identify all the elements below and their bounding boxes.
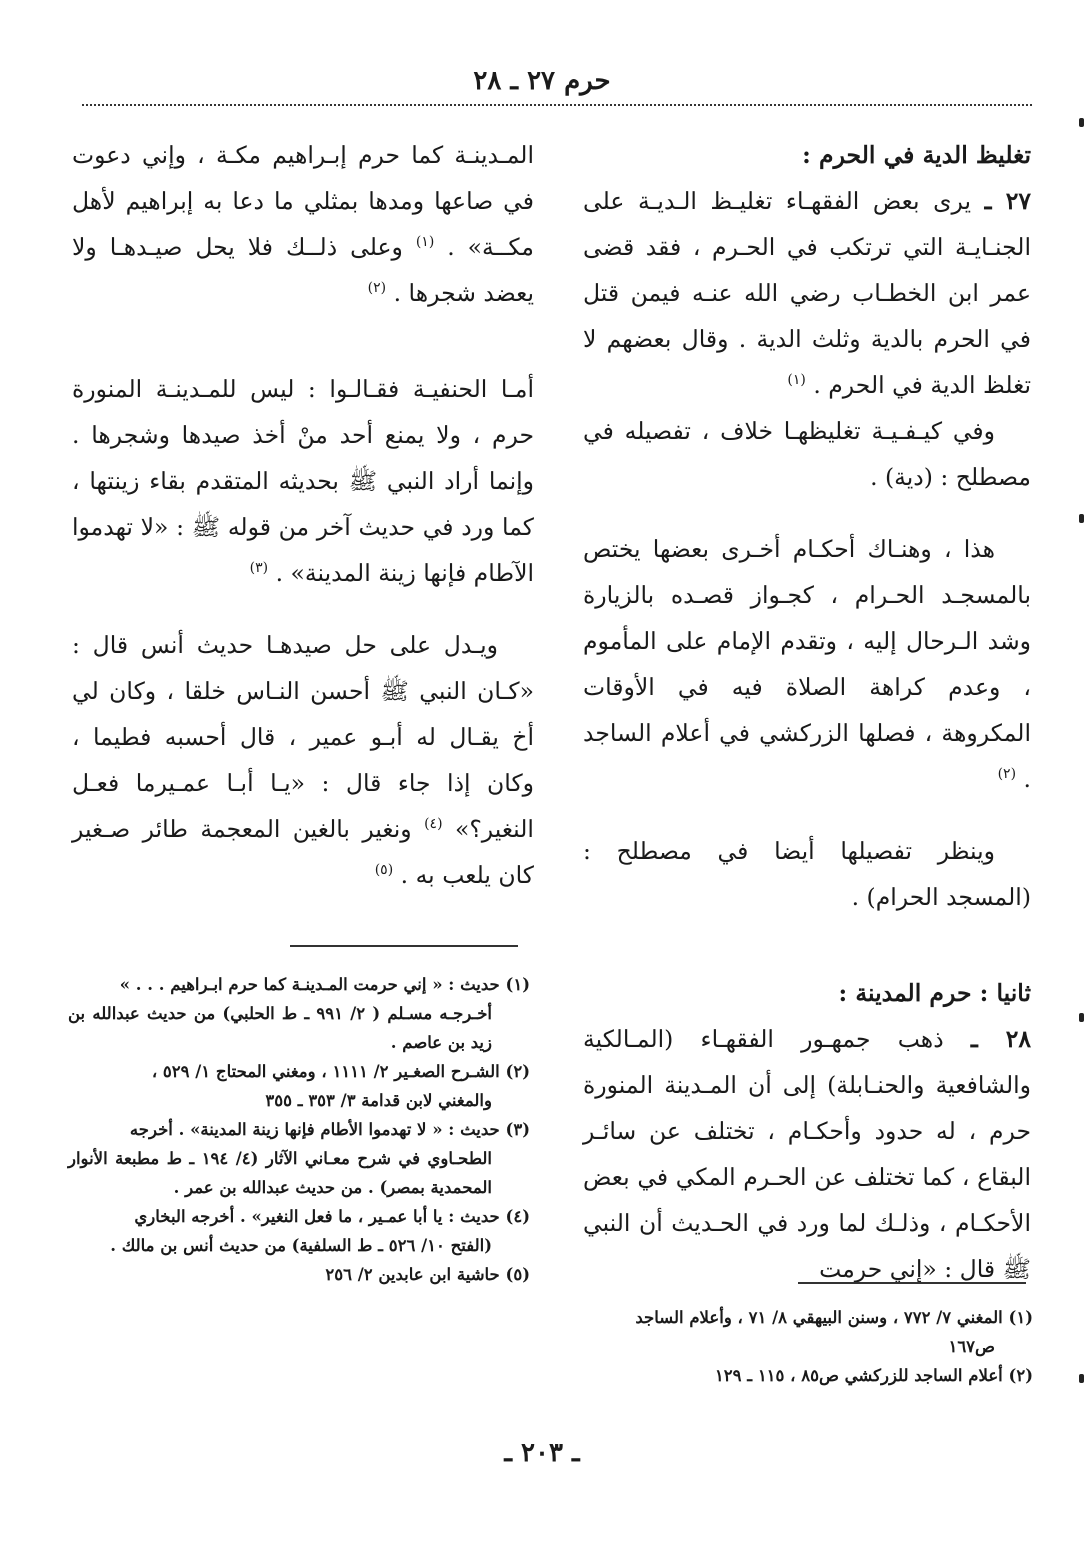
paragraph-hanafiyya (72, 366, 534, 596)
footnote-separator (798, 1282, 1026, 1284)
paragraph-28 (583, 1016, 1031, 1292)
paragraph-text: أمـا الحنفيـة فقـالـوا : ليس للمـدينـة المنورة حرم ، ولا يمنع أحد منْ أخذ صيدها وشجرها . وإنما أراد النبي ﷺ بحديثه المتقدم بقاء زينتها ، كما ورد في حديث آخر من قوله ﷺ : «لا تهدموا الآطام فإنها زينة المدينة» . (72, 375, 534, 587)
footnotes-right (583, 1303, 1033, 1390)
paragraph-number: ٢٨ ـ (970, 1025, 1031, 1053)
paragraph-anas (72, 622, 534, 898)
footnote-text: (٣) حديث : « لا تهدموا الأطام فإنها زينة المدينة» . أخرجه (129, 1120, 530, 1139)
scan-edge-mark (1079, 1013, 1084, 1022)
footnote-continuation: والمغني لابن قدامة ٣/ ٣٥٣ ـ ٣٥٥ (265, 1091, 492, 1110)
footnote-continuation: الطحـاوي في شرح معـاني الآثار (٤/ ١٩٤ ـ ط مطبعة الأنوار المحمدية بمصر) . من حديث عبدالله بن عمر . (68, 1149, 492, 1197)
footnote-ref: (١) (415, 234, 435, 251)
paragraph-continuation (72, 132, 534, 316)
paragraph-text: هذا ، وهنـاك أحكـام أخـرى بعضها يختص بالمسجـد الحـرام ، كجـواز قصـده بالزيارة وشد الـرحال إليه ، وتقدم الإمام على المأموم ، وعدم كراهة الصلاة فيه في الأوقات المكروهة ، فصلها الزركشي في أعلام الساجد . (583, 535, 1031, 793)
footnote-ref: (٤) (424, 816, 443, 833)
footnote-text: (٢) الشـرح الصغـير ٢/ ١١١١ ، ومغني المحتاج ١/ ٥٢٩ ، (151, 1062, 530, 1081)
paragraph-number: ٢٧ ـ (984, 187, 1031, 215)
footnote-text: (٢) أعلام الساجد للزركشي ص٨٥ ، ١١٥ ـ ١٢٩ (714, 1366, 1033, 1385)
paragraph-kayfiyya: وفي كيـفـيـة تغليظهـا خلاف ، تفصيله في مصطلح : (دية) . (583, 417, 1031, 491)
footnote (68, 1202, 530, 1231)
footnote-continuation: (الفتح ١٠/ ٥٢٦ ـ ط السلفية) من حديث أنس بن مالك . (110, 1236, 492, 1255)
footnote (68, 970, 530, 999)
footnote-ref: (٥) (374, 862, 394, 879)
header-dotted-rule (82, 104, 1032, 106)
paragraph-27 (583, 178, 1031, 408)
footnote-text: (١) المغني ٧/ ٧٧٢ ، وسنن البيهقي ٨/ ٧١ ، وأعلام الساجد (635, 1308, 1033, 1327)
footnote-text: (٤) حديث : يا أبا عمـير ، ما فعل النغير» . أخرجه البخاري (134, 1207, 530, 1226)
footnote (68, 1115, 530, 1144)
footnote-ref: (١) (787, 372, 806, 389)
paragraph-text: ونغير بالغين المعجمة طائر صـغير كان يلعب به . (72, 815, 534, 889)
scan-edge-mark (1079, 514, 1084, 523)
footnote-ref: (٣) (249, 560, 269, 577)
paragraph-text: ذهب جمهـور الفقهـاء (المـالكية والشافعية والحنـابلة) إلى أن المـدينة المنورة حرم ، له حدود وأحكـام ، تختلف عن سائـر البقاع ، كما تختلف عن الحـرم المكي في بعض الأحكـام ، وذلـك لما ورد في الحـديث أن النبي ﷺ قال : «إني حرمت (583, 1025, 1031, 1283)
paragraph-text: وعلى ذلــك فلا يحل صيـدهـا ولا يعضد شجرها . (72, 233, 534, 307)
footnote-continuation: أخـرجـه مسـلم ( ٢/ ٩٩١ ـ ط الحلبي) من حديث عبدالله بن زيد بن عاصم . (68, 1004, 492, 1052)
footnote-continuation: ص١٦٧ (948, 1337, 995, 1356)
scan-edge-mark (1079, 118, 1084, 127)
section-heading-diya: تغليظ الدية في الحرم : (802, 141, 1031, 169)
footnote-ref: (٢) (367, 280, 387, 297)
footnote (583, 1303, 1033, 1332)
page-number: ـ ٢٠٣ ـ (504, 1438, 580, 1468)
paragraph-text: ويـدل على حل صيدهـا حديث أنس قال : «كـان النبي ﷺ أحسن النـاس خلقا ، وكان لي أخ يقـال له أبـو عمير ، قال أحسبه فطيما ، وكان إذا جاء قال : «يـا أبـا عمـيرما فعـل النغير؟» (72, 631, 534, 843)
footnote-separator (290, 945, 518, 947)
right-column (583, 132, 1031, 1292)
scan-edge-mark (1079, 1374, 1084, 1383)
footnote-ref: (٢) (997, 766, 1017, 783)
page-header: حرم ٢٧ ـ ٢٨ (473, 66, 611, 96)
footnote-text: (٥) حاشية ابن عابدين ٢/ ٢٥٦ (325, 1265, 530, 1284)
paragraph-yunzar: وينظر تفصيلها أيضا في مصطلح : (المسجد الحرام) . (583, 837, 1031, 911)
section-heading-madina: ثانيا : حرم المدينة : (838, 979, 1031, 1007)
left-column (72, 132, 534, 898)
footnote (583, 1361, 1033, 1390)
paragraph-text: المـدينـة كما حرم إبـراهيم مكـة ، وإني دعوت في صاعها ومدها بمثلي ما دعا به إبراهيم لأهل مكــة» . (72, 141, 534, 261)
footnotes-left (68, 970, 530, 1289)
footnote-text: (١) حديث : « إني حرمت المـدينـة كما حرم ابـراهيم . . . » (119, 975, 530, 994)
footnote (68, 1057, 530, 1086)
paragraph-ahkam (583, 526, 1031, 802)
paragraph-text: يرى بعض الفقهـاء تغليـظ الـديـة على الجنـايـة التي ترتكب في الحـرم ، فقد قضى عمر ابن الخطـاب رضي الله عنـه فيمن قتل في الحرم بالدية وثلث الدية . وقال بعضهم لا تغلظ الدية في الحرم . (583, 187, 1031, 399)
footnote (68, 1260, 530, 1289)
